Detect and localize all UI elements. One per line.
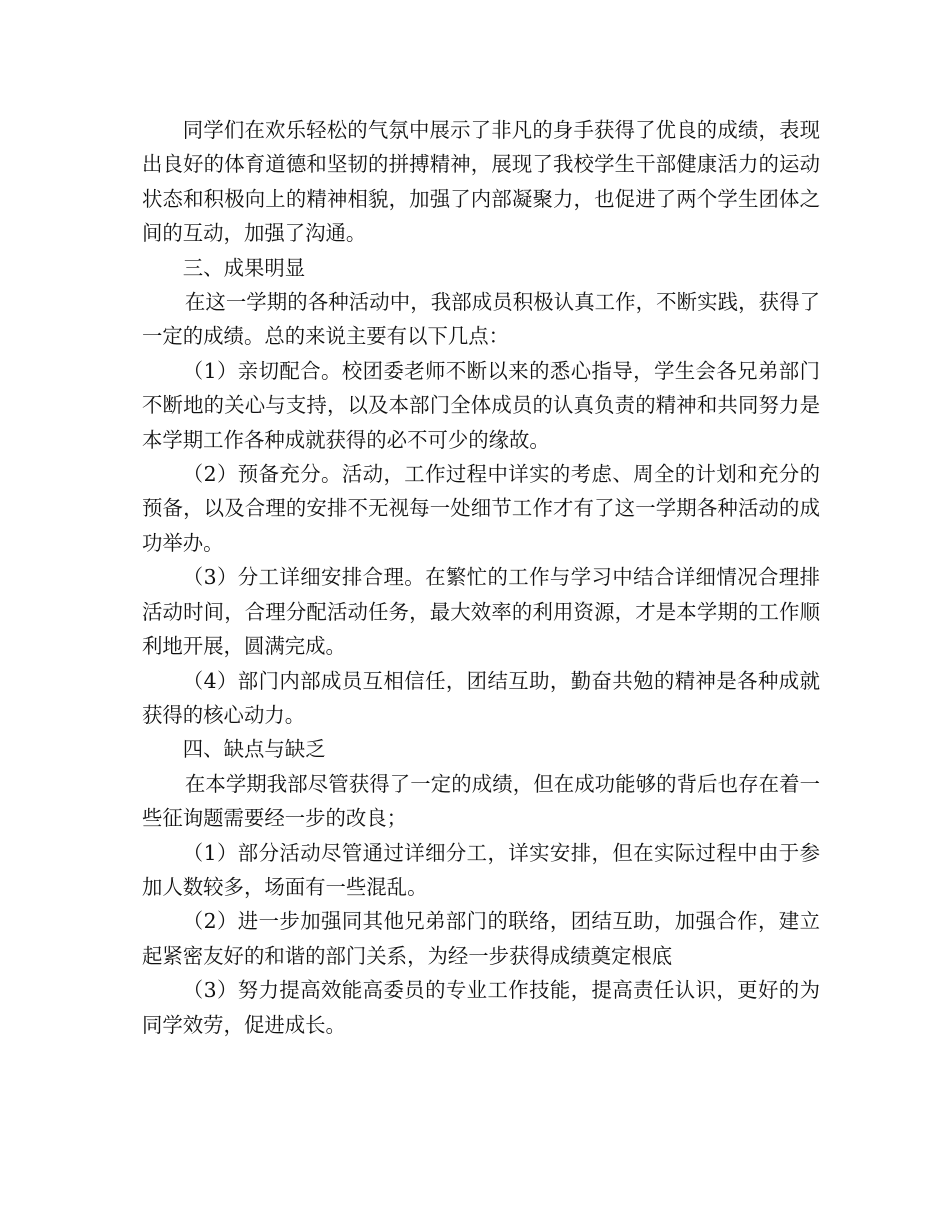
paragraph-point-3: （3）分工详细安排合理。在繁忙的工作与学习中结合详细情况合理排活动时间，合理分配活动任务，最大效率的利用资源，才是本学期的工作顺利地开展，圆满完成。: [142, 565, 820, 659]
paragraph-shortcomings-intro: 在本学期我部尽管获得了一定的成绩，但在成功能够的背后也存在着一些征询题需要经一步的改良；: [142, 771, 820, 831]
paragraph-shortcoming-2: （2）进一步加强同其他兄弟部门的联络，团结互助，加强合作，建立起紧密友好的和谐的部门关系，为经一步获得成绩奠定根底: [142, 909, 820, 968]
paragraph-point-2: （2）预备充分。活动，工作过程中详实的考虑、周全的计划和充分的预备，以及合理的安排不无视每一处细节工作才有了这一学期各种活动的成功举办。: [142, 462, 820, 555]
paragraph-point-1: （1）亲切配合。校团委老师不断以来的悉心指导，学生会各兄弟部门不断地的关心与支持，以及本部门全体成员的认真负责的精神和共同努力是本学期工作各种成就获得的必不可少的缘故。: [142, 358, 820, 452]
section-heading-shortcomings: 四、缺点与缺乏: [182, 737, 326, 762]
section-heading-results: 三、成果明显: [182, 255, 306, 280]
paragraph-shortcoming-1: （1）部分活动尽管通过详细分工，详实安排，但在实际过程中由于参加人数较多，场面有一些混乱。: [142, 840, 820, 899]
paragraph-results-intro: 在这一学期的各种活动中，我部成员积极认真工作，不断实践，获得了一定的成绩。总的来说主要有以下几点：: [142, 290, 820, 349]
paragraph-shortcoming-3: （3）努力提高效能高委员的专业工作技能，提高责任认识，更好的为同学效劳，促进成长。: [142, 978, 820, 1037]
document-body: [142, 113, 820, 1042]
paragraph-sports-summary: 同学们在欢乐轻松的气氛中展示了非凡的身手获得了优良的成绩，表现出良好的体育道德和坚韧的拼搏精神，展现了我校学生干部健康活力的运动状态和积极向上的精神相貌，加强了内部凝聚力，也促进了两个学生团体之间的互动，加强了沟通。: [142, 118, 820, 246]
paragraph-point-4: （4）部门内部成员互相信任，团结互助，勤奋共勉的精神是各种成就获得的核心动力。: [142, 668, 820, 727]
